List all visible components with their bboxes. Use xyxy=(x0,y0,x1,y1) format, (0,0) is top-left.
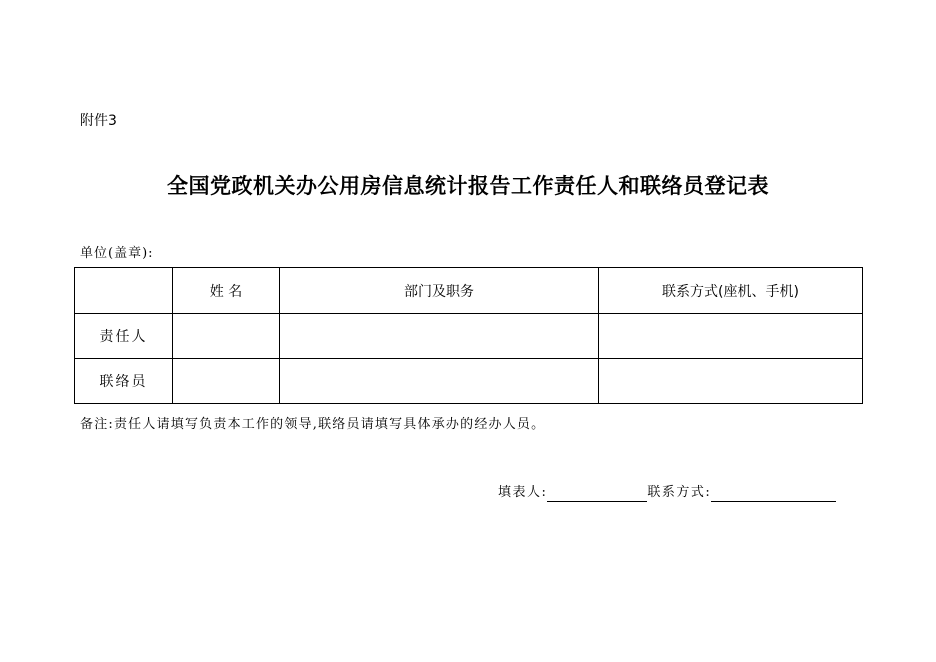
responsible-contact-cell[interactable] xyxy=(599,314,863,359)
table-row-liaison xyxy=(75,359,863,404)
table-note: 备注:责任人请填写负责本工作的领导,联络员请填写具体承办的经办人员。 xyxy=(80,417,546,432)
filler-info xyxy=(498,484,836,502)
responsible-name-cell[interactable] xyxy=(173,314,280,359)
liaison-contact-cell[interactable] xyxy=(599,359,863,404)
header-blank-cell xyxy=(75,268,173,314)
unit-seal-label: 单位(盖章): xyxy=(80,246,154,261)
table-row-responsible xyxy=(75,314,863,359)
registration-table xyxy=(74,267,863,404)
attachment-label: 附件3 xyxy=(80,113,117,129)
filler-label: 填表人: xyxy=(498,485,548,500)
filler-contact-blank[interactable] xyxy=(711,486,836,502)
responsible-dept-cell[interactable] xyxy=(280,314,599,359)
row-label-liaison: 联络员 xyxy=(75,359,173,404)
liaison-dept-cell[interactable] xyxy=(280,359,599,404)
row-label-responsible: 责任人 xyxy=(75,314,173,359)
header-department-position: 部门及职务 xyxy=(280,268,599,314)
header-contact: 联系方式(座机、手机) xyxy=(599,268,863,314)
document-title: 全国党政机关办公用房信息统计报告工作责任人和联络员登记表 xyxy=(167,174,769,198)
liaison-name-cell[interactable] xyxy=(173,359,280,404)
table-header-row xyxy=(75,268,863,314)
filler-contact-label: 联系方式: xyxy=(647,485,712,500)
header-name: 姓 名 xyxy=(173,268,280,314)
filler-name-blank[interactable] xyxy=(547,486,647,502)
